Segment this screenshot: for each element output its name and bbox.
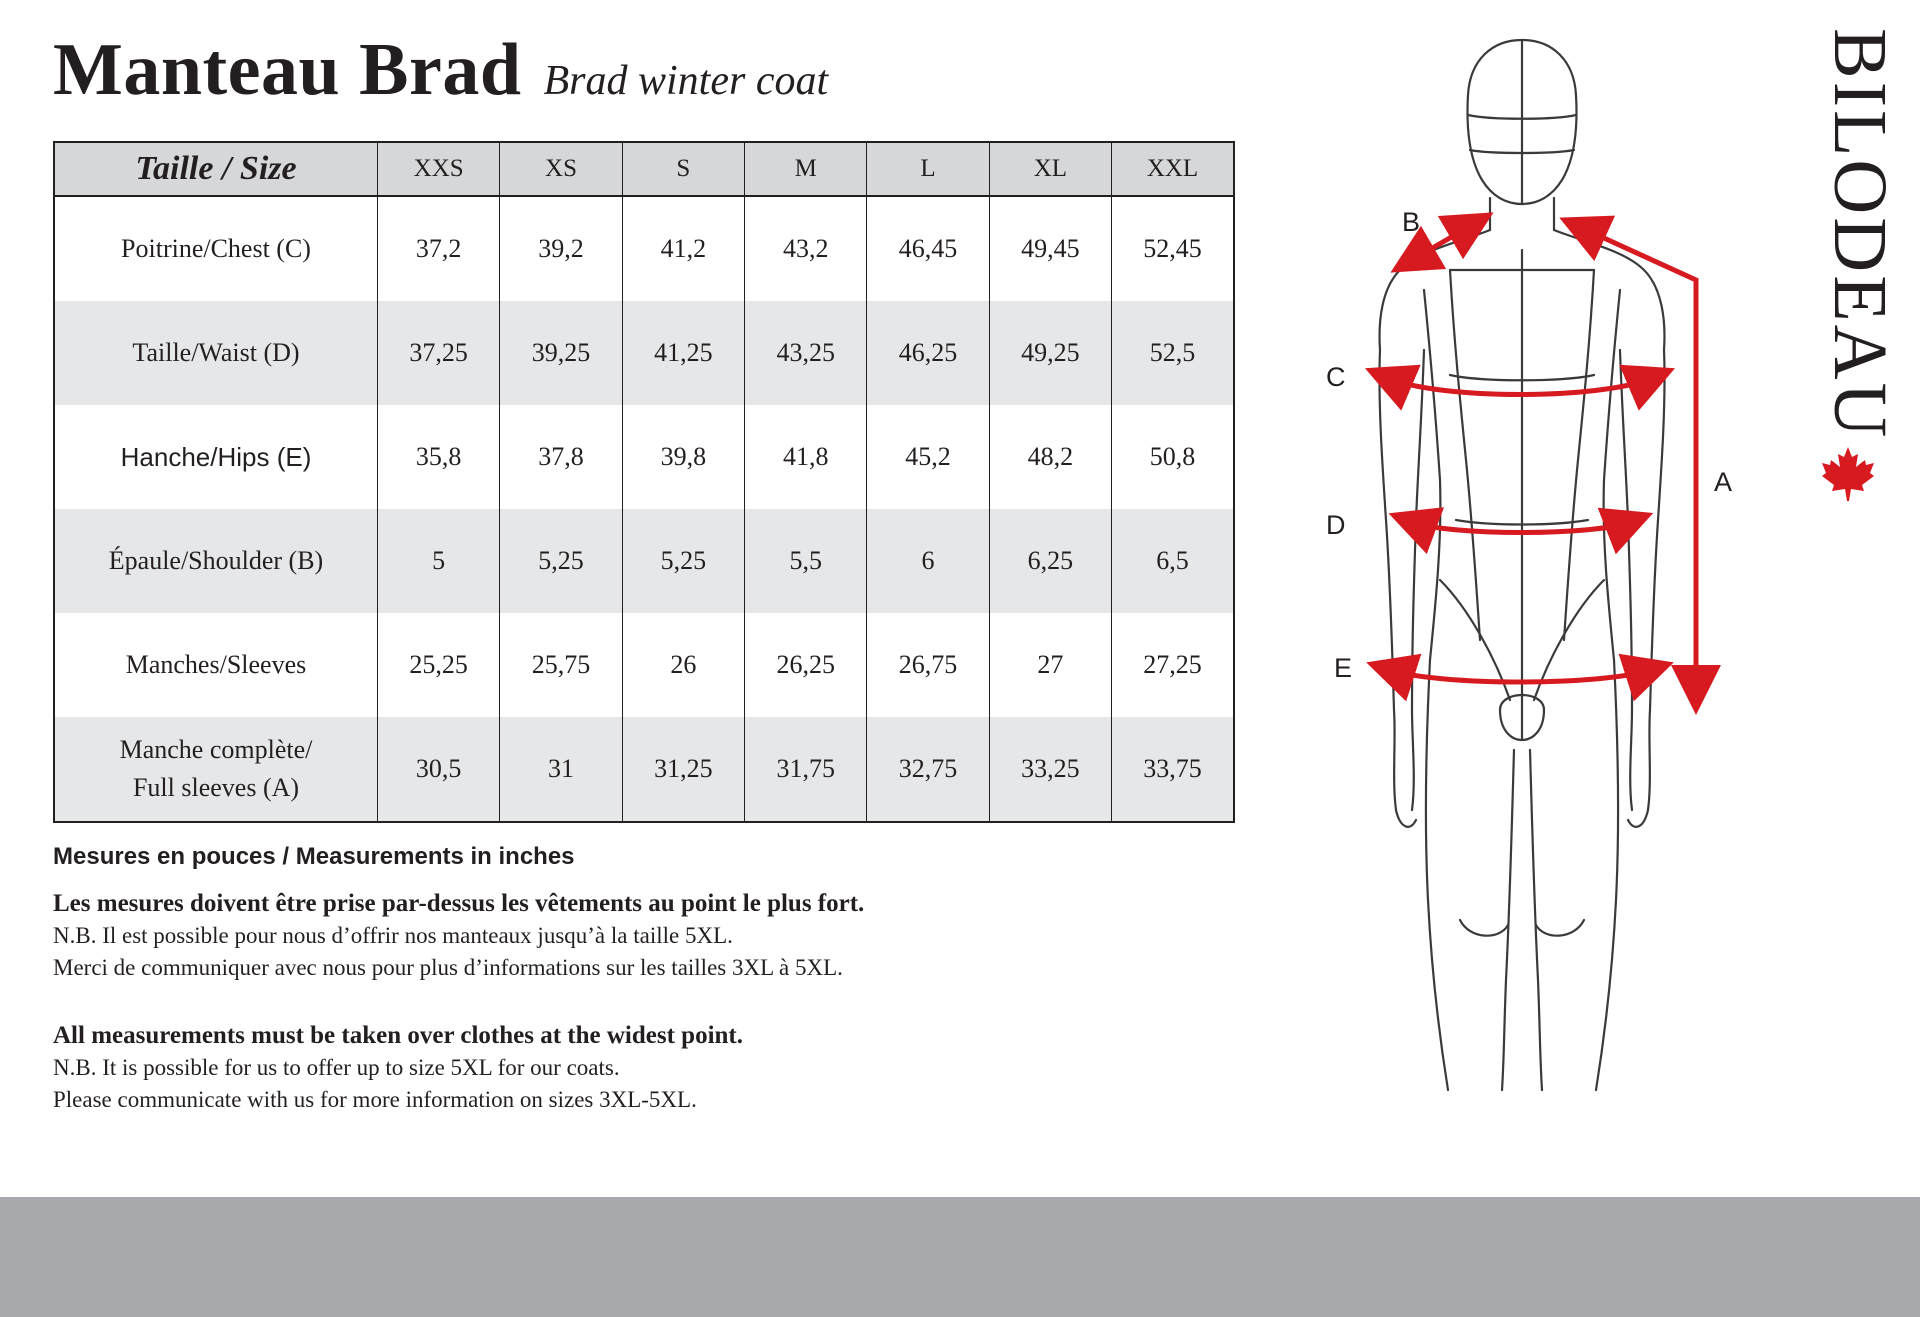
- body-measurement-diagram: [1300, 20, 1740, 1100]
- table-cell: 27,25: [1112, 613, 1234, 717]
- table-cell: 26,75: [867, 613, 989, 717]
- note-en-heading: All measurements must be taken over clothes at the widest point.: [53, 1022, 744, 1049]
- table-cell: 46,45: [867, 196, 989, 301]
- table-cell: 49,45: [989, 196, 1111, 301]
- table-cell: 49,25: [989, 301, 1111, 405]
- table-row: [54, 613, 1234, 717]
- row-label: Manches/Sleeves: [125, 650, 307, 679]
- row-label: Hanche/Hips (E): [120, 442, 312, 472]
- table-cell: 5,25: [500, 509, 622, 613]
- row-label: Taille/Waist (D): [54, 301, 378, 405]
- table-cell: 45,2: [867, 405, 989, 509]
- size-header-corner: Taille / Size: [54, 142, 378, 196]
- table-cell: 35,8: [378, 405, 500, 509]
- size-header-cell: S: [622, 142, 744, 196]
- table-cell: 43,2: [745, 196, 867, 301]
- note-fr-heading: Les mesures doivent être prise par-dessus les vêtements au point le plus fort.: [53, 890, 865, 917]
- size-header-cell: XL: [989, 142, 1111, 196]
- table-cell: 31,25: [622, 717, 744, 822]
- table-cell: 5,25: [622, 509, 744, 613]
- table-row: [54, 301, 1234, 405]
- size-header-cell: XS: [500, 142, 622, 196]
- measurement-label-c: C: [1326, 362, 1346, 392]
- row-label: Épaule/Shoulder (B): [54, 509, 378, 613]
- table-row: [54, 405, 1234, 509]
- table-cell: 30,5: [378, 717, 500, 822]
- table-cell: 6,5: [1112, 509, 1234, 613]
- table-cell: 26: [622, 613, 744, 717]
- table-cell: 39,2: [500, 196, 622, 301]
- table-cell: 5: [378, 509, 500, 613]
- size-header-cell: XXS: [378, 142, 500, 196]
- measurement-label-d: D: [1326, 510, 1346, 540]
- measurement-notes: [53, 888, 1203, 1116]
- table-cell: 5,5: [745, 509, 867, 613]
- table-cell: 52,5: [1112, 301, 1234, 405]
- row-label-line: Full sleeves (A): [132, 773, 300, 802]
- table-cell: 27: [989, 613, 1111, 717]
- table-cell: 26,25: [745, 613, 867, 717]
- table-cell: 31: [500, 717, 622, 822]
- table-cell: 32,75: [867, 717, 989, 822]
- table-cell: 33,75: [1112, 717, 1234, 822]
- row-label: [54, 717, 378, 822]
- page-title: [53, 28, 828, 113]
- table-cell: 52,45: [1112, 196, 1234, 301]
- table-cell: 48,2: [989, 405, 1111, 509]
- size-header-row: [54, 142, 1234, 196]
- size-header-cell: XXL: [1112, 142, 1234, 196]
- table-cell: 39,25: [500, 301, 622, 405]
- size-header-cell: M: [745, 142, 867, 196]
- note-fr-line: N.B. Il est possible pour nous d’offrir nos manteaux jusqu’à la taille 5XL.: [53, 923, 733, 948]
- table-cell: 41,25: [622, 301, 744, 405]
- table-cell: 50,8: [1112, 405, 1234, 509]
- brand-logo: BILODEAU: [1818, 28, 1902, 441]
- row-label: Poitrine/Chest (C): [121, 234, 311, 263]
- maple-leaf-icon: [1818, 443, 1878, 503]
- footer-band: [0, 1197, 1920, 1317]
- table-cell: 43,25: [745, 301, 867, 405]
- table-cell: 41,8: [745, 405, 867, 509]
- size-header-cell: L: [867, 142, 989, 196]
- measurement-label-a: A: [1714, 467, 1733, 497]
- table-cell: 25,25: [378, 613, 500, 717]
- table-cell: 46,25: [867, 301, 989, 405]
- product-title: Manteau Brad: [53, 29, 522, 111]
- table-cell: 39,8: [622, 405, 744, 509]
- note-fr-line: Merci de communiquer avec nous pour plus d’informations sur les tailles 3XL à 5XL.: [53, 955, 843, 980]
- table-cell: 6,25: [989, 509, 1111, 613]
- table-cell: 37,2: [378, 196, 500, 301]
- measurement-label-b: B: [1402, 207, 1421, 237]
- measurement-label-e: E: [1334, 653, 1353, 683]
- table-cell: 37,25: [378, 301, 500, 405]
- note-en-line: Please communicate with us for more information on sizes 3XL-5XL.: [53, 1087, 697, 1112]
- table-cell: 31,75: [745, 717, 867, 822]
- table-row: [54, 509, 1234, 613]
- row-label-line: Manche complète/: [119, 735, 313, 764]
- table-cell: 41,2: [622, 196, 744, 301]
- table-cell: 6: [867, 509, 989, 613]
- note-en-line: N.B. It is possible for us to offer up to size 5XL for our coats.: [53, 1055, 620, 1080]
- table-row: [54, 196, 1234, 301]
- table-row: [54, 717, 1234, 822]
- table-cell: 33,25: [989, 717, 1111, 822]
- table-cell: 37,8: [500, 405, 622, 509]
- units-note: Mesures en pouces / Measurements in inches: [53, 843, 575, 870]
- product-subtitle: Brad winter coat: [543, 58, 829, 104]
- size-chart-table: [53, 141, 1235, 823]
- table-cell: 25,75: [500, 613, 622, 717]
